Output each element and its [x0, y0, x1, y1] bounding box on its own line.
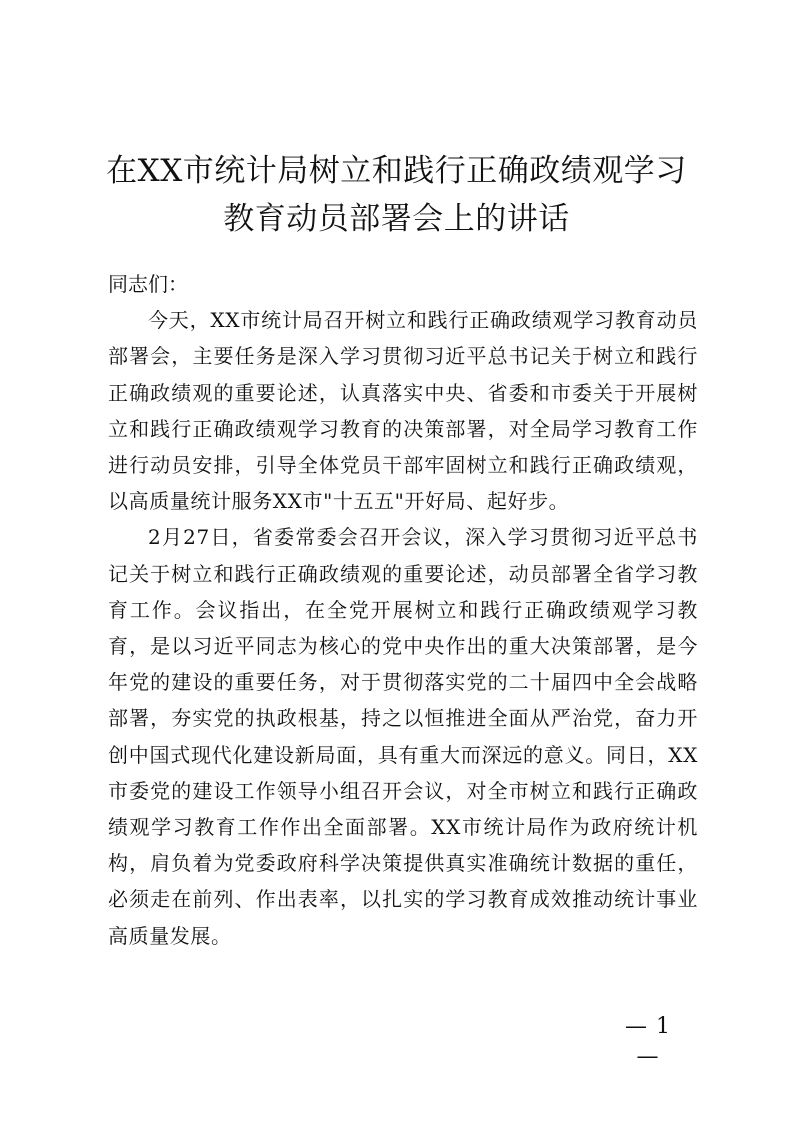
salutation: 同志们： — [108, 272, 188, 296]
document-body — [108, 266, 698, 954]
document-title: 在XX市统计局树立和践行正确政绩观学习教育动员部署会上的讲话 — [106, 153, 687, 237]
page-number: — 1 — — [625, 1014, 671, 1069]
paragraph-2: 2月27日，省委常委会召开会议，深入学习贯彻习近平总书记关于树立和践行正确政绩观的重要论述，动员部署全省学习教育工作。会议指出，在全党开展树立和践行正确政绩观学习教育，是以习近平同志为核心的党中央作出的重大决策部署，是今年党的建设的重要任务，对于贯彻落实党的二十届四中全会战略部署，夯实党的执政根基，持之以恒推进全面从严治党，奋力开创中国式现代化建设新局面，具有重大而深远的意义。同日，XX市委党的建设工作领导小组召开会议，对全市树立和践行正确政绩观学习教育工作作出全面部署。XX市统计局作为政府统计机构，肩负着为党委政府科学决策提供真实准确统计数据的重任，必须走在前列、作出表率，以扎实的学习教育成效推动统计事业高质量发展。 — [108, 525, 698, 948]
paragraph-1: 今天，XX市统计局召开树立和践行正确政绩观学习教育动员部署会，主要任务是深入学习贯彻习近平总书记关于树立和践行正确政绩观的重要论述，认真落实中央、省委和市委关于开展树立和践行正确政绩观学习教育的决策部署，对全局学习教育工作进行动员安排，引导全体党员干部牢固树立和践行正确政绩观，以高质量统计服务XX市"十五五"开好局、起好步。 — [108, 308, 698, 514]
